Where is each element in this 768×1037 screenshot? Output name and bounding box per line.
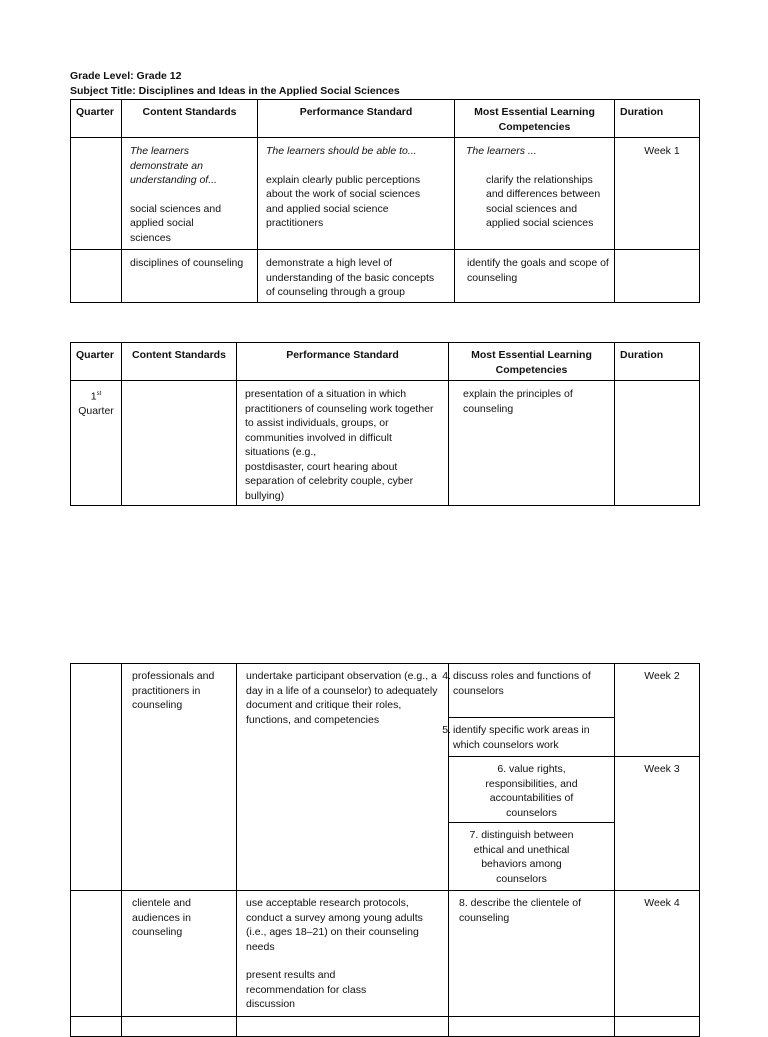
performance-intro: The learners should be able to...	[266, 145, 417, 157]
col-header-content: Content Standards	[122, 343, 237, 381]
duration-cell	[615, 381, 700, 506]
performance-cell	[258, 138, 455, 250]
performance-cell: undertake participant observation (e.g., a day in a life of a counselor) to adequately document and critique their roles, functions, and competencies	[237, 664, 449, 891]
col-header-quarter: Quarter	[71, 343, 122, 381]
performance-text: explain clearly public perceptions about the work of social sciences and applied social science practitioners	[266, 173, 421, 229]
melc-text: clarify the relationships and differences between social sciences and applied social sciences	[486, 173, 601, 229]
subject-title: Subject Title: Disciplines and Ideas in the Applied Social Sciences	[70, 84, 400, 97]
col-header-content: Content Standards	[122, 100, 258, 138]
melc-cell-5	[442, 718, 615, 757]
quarter-cell	[71, 381, 122, 506]
melc-4-number: 4.	[442, 670, 451, 682]
curriculum-table-3	[70, 663, 700, 1037]
duration-cell-week4: Week 4	[615, 891, 700, 1017]
performance-text-a: use acceptable research protocols, conduct a survey among young adults (i.e., ages 18–21) on their counseling needs	[246, 897, 423, 953]
quarter-number	[71, 387, 121, 404]
melc-cell: explain the principles of counseling	[449, 381, 615, 506]
quarter-cell	[71, 138, 122, 250]
duration-cell-week3: Week 3	[615, 757, 700, 891]
quarter-cell	[71, 664, 122, 891]
melc-cell: identify the goals and scope of counseling	[455, 250, 615, 303]
content-cell: disciplines of counseling	[122, 250, 258, 303]
content-cell	[122, 1017, 237, 1037]
performance-cell	[237, 1017, 449, 1037]
melc-cell-7: 7. distinguish between ethical and unethical behaviors among counselors	[449, 823, 615, 891]
quarter-cell	[71, 250, 122, 303]
table-row	[71, 1017, 700, 1037]
melc-item-4	[442, 669, 610, 698]
melc-cell-8: 8. describe the clientele of counseling	[449, 891, 615, 1017]
quarter-num: 1	[90, 390, 97, 403]
melc-4-text: discuss roles and functions of counselors	[453, 670, 591, 697]
table-row	[71, 664, 700, 718]
col-header-duration: Duration	[615, 343, 700, 381]
performance-text-b: present results and recommendation for class discussion	[246, 969, 367, 1010]
table-row	[71, 250, 700, 303]
melc-item-5	[442, 723, 610, 752]
melc-cell	[449, 1017, 615, 1037]
performance-text-a: presentation of a situation in which practitioners of counseling work together to assist individuals, groups, or communities involved in difficult situations (e.g.,	[245, 388, 434, 458]
duration-cell-week2: Week 2	[615, 664, 700, 757]
quarter-ordinal: st	[96, 391, 102, 397]
content-cell	[122, 138, 258, 250]
table-row	[71, 138, 700, 250]
grade-level: Grade Level: Grade 12	[70, 70, 182, 82]
table-header-row	[71, 100, 700, 138]
table-row	[71, 891, 700, 1017]
content-cell: clientele and audiences in counseling	[122, 891, 237, 1017]
melc-5-number: 5.	[442, 724, 451, 736]
col-header-performance: Performance Standard	[237, 343, 449, 381]
content-intro: The learners demonstrate an understanding of...	[130, 145, 217, 186]
quarter-word: Quarter	[78, 405, 114, 417]
col-header-quarter: Quarter	[71, 100, 122, 138]
curriculum-table-2	[70, 342, 700, 506]
col-header-duration: Duration	[615, 100, 700, 138]
melc-cell-4	[442, 664, 615, 718]
duration-cell	[615, 250, 700, 303]
duration-cell	[615, 1017, 700, 1037]
col-header-melc: Most Essential Learning Competencies	[455, 100, 615, 138]
melc-5-text: identify specific work areas in which counselors work	[453, 724, 590, 751]
performance-text-b: postdisaster, court hearing about separation of celebrity couple, cyber bullying)	[245, 460, 414, 502]
document-header	[70, 69, 400, 98]
melc-cell	[455, 138, 615, 250]
melc-intro: The learners ...	[466, 145, 537, 157]
curriculum-table-1	[70, 99, 700, 303]
quarter-cell	[71, 1017, 122, 1037]
table-row	[71, 381, 700, 506]
performance-cell: demonstrate a high level of understanding of the basic concepts of counseling through a group	[258, 250, 455, 303]
col-header-performance: Performance Standard	[258, 100, 455, 138]
melc-cell-6: 6. value rights, responsibilities, and accountabilities of counselors	[449, 757, 615, 823]
quarter-cell	[71, 891, 122, 1017]
performance-cell	[237, 381, 449, 506]
content-cell	[122, 381, 237, 506]
content-topic: social sciences and applied social sciences	[130, 202, 222, 244]
col-header-melc: Most Essential Learning Competencies	[449, 343, 615, 381]
duration-cell: Week 1	[615, 138, 700, 250]
performance-cell	[237, 891, 449, 1017]
table-header-row	[71, 343, 700, 381]
content-cell: professionals and practitioners in counseling	[122, 664, 237, 891]
